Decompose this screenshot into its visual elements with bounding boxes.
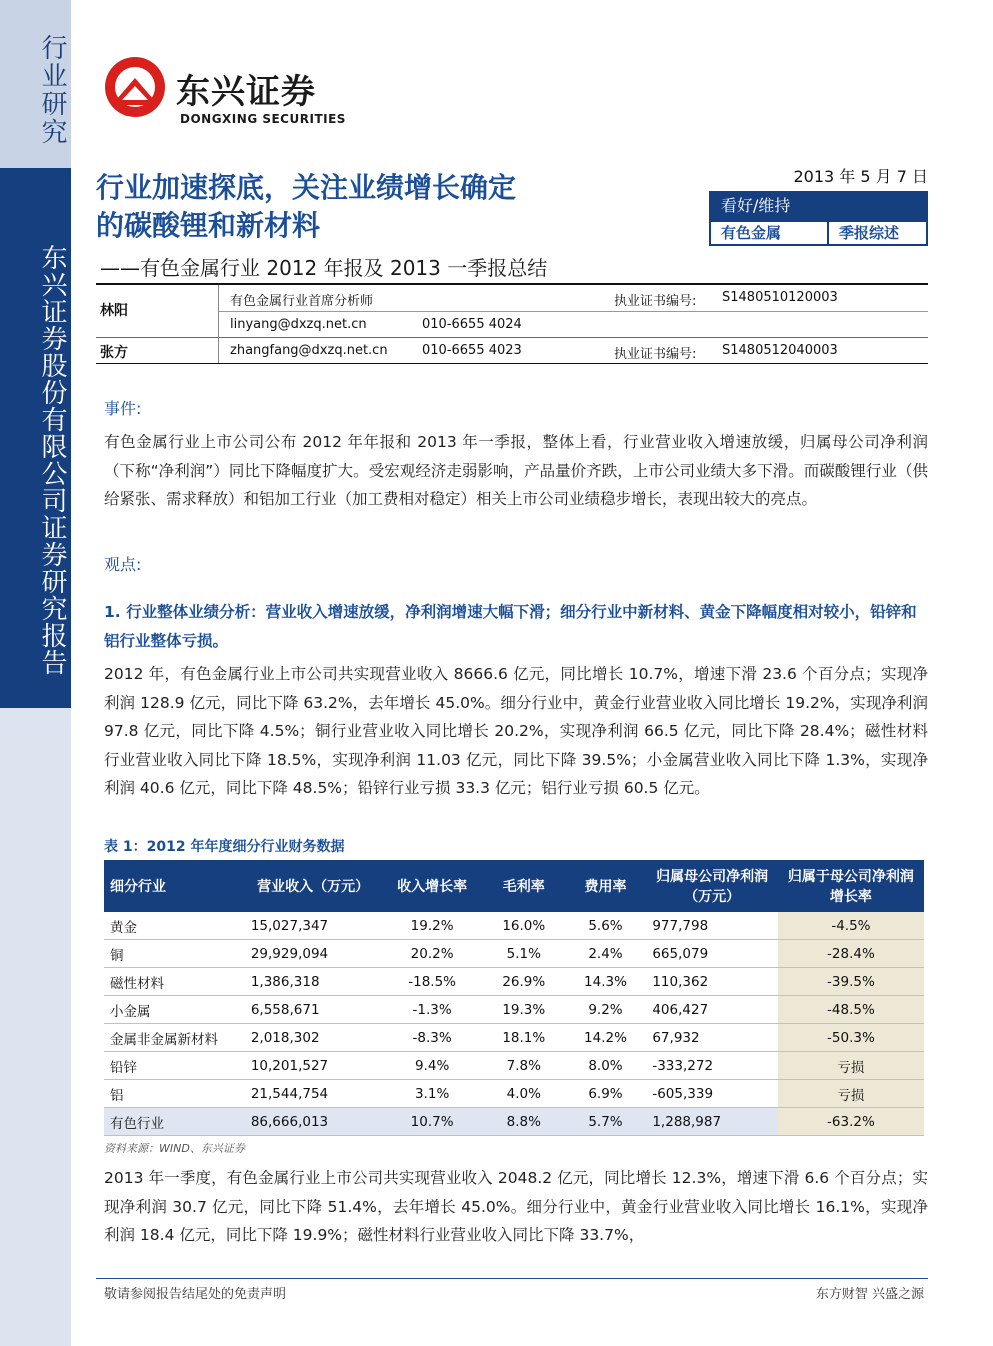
rating-badge: 看好/维持: [709, 192, 928, 220]
table-cell: -28.4%: [778, 940, 924, 968]
table-cell: -39.5%: [778, 968, 924, 996]
analyst-name: 林阳: [100, 303, 128, 319]
footer-disclaimer-link[interactable]: 敬请参阅报告结尾处的免责声明: [104, 1287, 287, 1302]
table-cell: 9.2%: [565, 996, 647, 1024]
table-cell: 18.1%: [483, 1024, 565, 1052]
table-cell: 19.2%: [381, 912, 483, 940]
table-cell: 5.1%: [483, 940, 565, 968]
table-row: [104, 1024, 924, 1052]
table-cell: 4.0%: [483, 1080, 565, 1108]
table-cell: 6,558,671: [245, 996, 382, 1024]
table-cell: -63.2%: [778, 1108, 924, 1136]
analyst-name: 张方: [100, 345, 128, 361]
table-cell: 20.2%: [381, 940, 483, 968]
table-cell: 亏损: [778, 1080, 924, 1108]
table-cell: 26.9%: [483, 968, 565, 996]
table-cell: 亏损: [778, 1052, 924, 1080]
analyst-phone: 010-6655 4024: [422, 317, 522, 332]
table-cell: -48.5%: [778, 996, 924, 1024]
analyst-separator: [96, 337, 928, 338]
table-cell: 10,201,527: [245, 1052, 382, 1080]
table-cell: 铅锌: [104, 1052, 245, 1080]
footer-rule: [96, 1278, 928, 1279]
table-cell: 14.3%: [565, 968, 647, 996]
table-cell: 977,798: [646, 912, 777, 940]
table-cell: 406,427: [646, 996, 777, 1024]
analyst-cert-label: 执业证书编号:: [614, 347, 697, 362]
report-title-line2: 的碳酸锂和新材料: [96, 209, 321, 242]
table-cell: 磁性材料: [104, 968, 245, 996]
analyst-email-link[interactable]: zhangfang@dxzq.net.cn: [230, 343, 388, 358]
table-row: [104, 996, 924, 1024]
table-cell: 8.0%: [565, 1052, 647, 1080]
table-total-row: [104, 1108, 924, 1136]
table-cell: -4.5%: [778, 912, 924, 940]
table-cell: -1.3%: [381, 996, 483, 1024]
table-cell: 8.8%: [483, 1108, 565, 1136]
table-cell: 15,027,347: [245, 912, 382, 940]
table-header-cell: 归属于母公司净利润增长率: [778, 860, 924, 912]
table-cell: 铜: [104, 940, 245, 968]
analyst-row-rule: [218, 311, 928, 312]
analyst-cert: S1480510120003: [722, 290, 838, 305]
table-row: [104, 968, 924, 996]
report-subtitle: ——有色金属行业 2012 年报及 2013 一季报总结: [100, 256, 548, 280]
table-cell: 14.2%: [565, 1024, 647, 1052]
analyst-bottom-rule: [96, 363, 928, 364]
report-date: 2013 年 5 月 7 日: [709, 162, 928, 192]
table-cell: 21,544,754: [245, 1080, 382, 1108]
table-cell: 2,018,302: [245, 1024, 382, 1052]
analyst-cert-label: 执业证书编号:: [614, 294, 697, 309]
table-header-cell: 归属母公司净利润（万元）: [646, 860, 777, 912]
analyst-cert: S1480512040003: [722, 343, 838, 358]
table-header-cell: 收入增长率: [381, 860, 483, 912]
logo-name-cn: 东兴证券: [176, 72, 316, 112]
analyst-col-divider: [218, 285, 219, 363]
company-logo-icon: [104, 56, 166, 118]
table-row: [104, 940, 924, 968]
sidebar-category-label: 行业研究: [37, 34, 67, 146]
table-row: [104, 1080, 924, 1108]
financial-data-table: [104, 860, 924, 1136]
footer-slogan: 东方财智 兴盛之源: [815, 1287, 924, 1302]
table-caption: 表 1：2012 年年度细分行业财务数据: [104, 839, 345, 855]
table-cell: 黄金: [104, 912, 245, 940]
table-cell: 19.3%: [483, 996, 565, 1024]
events-paragraph: 有色金属行业上市公司公布 2012 年年报和 2013 年一季报，整体上看，行业营业收入增速放缓，归属母公司净利润（下称“净利润”）同比下降幅度扩大。受宏观经济走弱影响，产品量价齐跌，上市公司业绩大多下滑。而碳酸锂行业（供给紧张、需求释放）和铝加工行业（加工费相对稳定）相关上市公司业绩稳步增长，表现出较大的亮点。: [104, 433, 928, 508]
table-cell: 6.9%: [565, 1080, 647, 1108]
table-cell: 有色行业: [104, 1108, 245, 1136]
analyst-title: 有色金属行业首席分析师: [230, 294, 374, 309]
table-cell: 7.8%: [483, 1052, 565, 1080]
table-source-note: 资料来源：WIND、东兴证券: [104, 1142, 245, 1155]
table-cell: 3.1%: [381, 1080, 483, 1108]
report-title-line1: 行业加速探底，关注业绩增长确定: [96, 171, 517, 204]
table-cell: 2.4%: [565, 940, 647, 968]
table-cell: 29,929,094: [245, 940, 382, 968]
table-cell: 5.7%: [565, 1108, 647, 1136]
table-cell: 10.7%: [381, 1108, 483, 1136]
sidebar-top-band: [0, 0, 71, 168]
views-heading: 观点:: [104, 555, 142, 574]
view-paragraph-2: 2013 年一季度，有色金属行业上市公司共实现营业收入 2048.2 亿元，同比增长 12.3%，增速下滑 6.6 个百分点；实现净利润 30.7 亿元，同比下降 51.4%，去年增长 45.0%。细分行业中，黄金行业营业收入同比增长 16.1%，实现净利润 18.4 亿元，同比下降 19.9%；磁性材料行业营业收入同比下降 33.7%，: [104, 1169, 928, 1244]
table-header-cell: 营业收入（万元）: [245, 860, 382, 912]
analyst-phone: 010-6655 4023: [422, 343, 522, 358]
table-cell: -18.5%: [381, 968, 483, 996]
view-point-1: 1. 行业整体业绩分析：营业收入增速放缓，净利润增速大幅下滑；细分行业中新材料、黄金下降幅度相对较小，铅锌和铝行业整体亏损。: [104, 603, 917, 650]
analyst-email-link[interactable]: linyang@dxzq.net.cn: [230, 317, 367, 332]
table-cell: 1,288,987: [646, 1108, 777, 1136]
table-header-cell: 毛利率: [483, 860, 565, 912]
table-cell: 金属非金属新材料: [104, 1024, 245, 1052]
table-cell: 9.4%: [381, 1052, 483, 1080]
table-cell: -8.3%: [381, 1024, 483, 1052]
table-header-cell: 细分行业: [104, 860, 245, 912]
table-cell: 110,362: [646, 968, 777, 996]
logo-name-en: DONGXING SECURITIES: [180, 112, 346, 126]
sector-tag: 有色金属: [721, 224, 782, 242]
table-cell: 86,666,013: [245, 1108, 382, 1136]
sidebar-bottom-band: [0, 708, 71, 1346]
table-header-cell: 费用率: [565, 860, 647, 912]
table-row: [104, 912, 924, 940]
table-header-row: [104, 860, 924, 912]
sidebar-firm-band: [0, 168, 71, 708]
table-cell: -333,272: [646, 1052, 777, 1080]
table-cell: 铝: [104, 1080, 245, 1108]
table-cell: 67,932: [646, 1024, 777, 1052]
events-heading: 事件:: [104, 399, 142, 418]
report-info-box: [709, 162, 928, 246]
table-cell: 1,386,318: [245, 968, 382, 996]
table-cell: 16.0%: [483, 912, 565, 940]
table-row: [104, 1052, 924, 1080]
report-type-tag: 季报综述: [839, 224, 900, 242]
analyst-top-rule: [96, 283, 928, 285]
sidebar-firm-label: 东兴证券股份有限公司证券研究报告: [37, 244, 67, 676]
table-cell: 5.6%: [565, 912, 647, 940]
view-paragraph-1: 2012 年，有色金属行业上市公司共实现营业收入 8666.6 亿元，同比增长 10.7%，增速下滑 23.6 个百分点；实现净利润 128.9 亿元，同比下降 63.2%，去年增长 45.0%。细分行业中，黄金行业营业收入同比增长 19.2%，实现净利润 97.8 亿元，同比下降 4.5%；铜行业营业收入同比增长 20.2%，实现净利润 66.5 亿元，同比下降 28.4%；磁性材料行业营业收入同比下降 18.5%，实现净利润 11.03 亿元，同比下降 39.5%；小金属营业收入同比下降 1.3%，实现净利润 40.6 亿元，同比下降 48.5%；铅锌行业亏损 33.3 亿元；铝行业亏损 60.5 亿元。: [104, 665, 928, 797]
report-tags: [709, 220, 928, 246]
tag-divider: [827, 222, 829, 244]
table-cell: -50.3%: [778, 1024, 924, 1052]
table-cell: 665,079: [646, 940, 777, 968]
table-cell: 小金属: [104, 996, 245, 1024]
table-cell: -605,339: [646, 1080, 777, 1108]
